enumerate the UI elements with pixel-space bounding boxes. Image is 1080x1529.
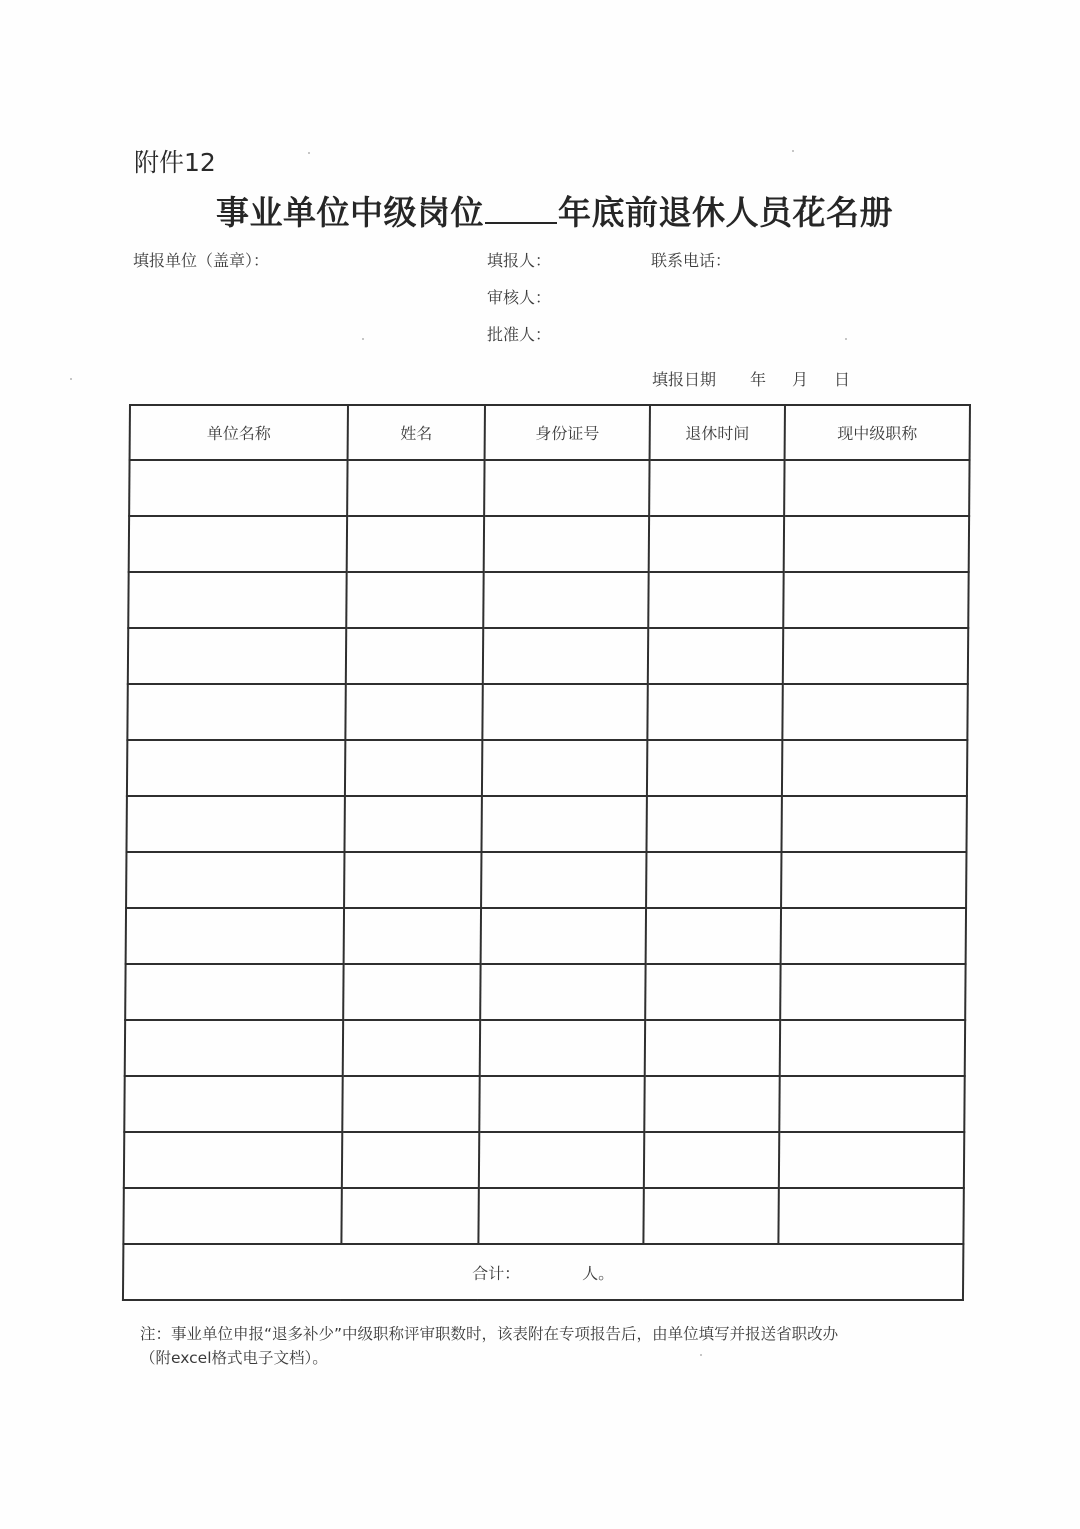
cell-id-number[interactable]	[483, 572, 648, 628]
fill-date-line	[652, 367, 850, 390]
cell-current-title[interactable]	[779, 1076, 964, 1132]
fill-date-label: 填报日期	[652, 370, 717, 389]
cell-current-title[interactable]	[781, 852, 966, 908]
cell-retirement-date[interactable]	[646, 852, 781, 908]
cell-unit-name[interactable]	[129, 516, 347, 572]
total-unit: 人。	[582, 1263, 615, 1283]
cell-id-number[interactable]	[479, 1076, 644, 1132]
total-row	[123, 1244, 963, 1300]
cell-name[interactable]	[343, 964, 480, 1020]
cell-id-number[interactable]	[480, 1020, 645, 1076]
cell-unit-name[interactable]	[128, 572, 346, 628]
date-day: 日	[834, 370, 851, 389]
cell-retirement-date[interactable]	[644, 1132, 779, 1188]
table-row	[129, 516, 969, 572]
cell-id-number[interactable]	[481, 852, 646, 908]
table-row	[125, 1020, 965, 1076]
cell-unit-name[interactable]	[127, 684, 345, 740]
table-row	[126, 796, 966, 852]
cell-unit-name[interactable]	[125, 964, 343, 1020]
table-row	[123, 1188, 963, 1244]
total-label: 合计：	[472, 1263, 521, 1283]
column-header-name: 姓名	[348, 405, 485, 460]
cell-retirement-date[interactable]	[645, 964, 780, 1020]
table-row	[126, 852, 966, 908]
footnote	[140, 1322, 980, 1370]
cell-current-title[interactable]	[781, 796, 966, 852]
scan-speck	[308, 152, 310, 154]
filler-label: 填报人：	[487, 251, 552, 270]
date-month: 月	[792, 370, 809, 389]
cell-name[interactable]	[344, 908, 481, 964]
footnote-line-1: 注：事业单位申报“退多补少”中级职称评审职数时，该表附在专项报告后，由单位填写并报送省职改办	[140, 1325, 839, 1343]
cell-unit-name[interactable]	[123, 1188, 341, 1244]
cell-current-title[interactable]	[783, 628, 968, 684]
cell-current-title[interactable]	[778, 1188, 963, 1244]
cell-id-number[interactable]	[478, 1188, 643, 1244]
cell-name[interactable]	[342, 1076, 479, 1132]
cell-unit-name[interactable]	[128, 628, 346, 684]
column-header-retirement-date: 退休时间	[650, 405, 785, 460]
cell-id-number[interactable]	[482, 740, 647, 796]
approver-label: 批准人：	[487, 325, 552, 344]
cell-name[interactable]	[345, 684, 482, 740]
cell-retirement-date[interactable]	[648, 572, 783, 628]
total-cell	[123, 1244, 963, 1300]
cell-unit-name[interactable]	[126, 908, 344, 964]
cell-current-title[interactable]	[782, 684, 967, 740]
cell-current-title[interactable]	[779, 1132, 964, 1188]
footnote-line-2: （附excel格式电子文档）。	[140, 1349, 328, 1367]
table-row	[124, 1132, 964, 1188]
table-row	[124, 1076, 964, 1132]
table-header-row	[130, 405, 970, 460]
cell-current-title[interactable]	[780, 1020, 965, 1076]
table-row	[129, 460, 969, 516]
title-year-blank[interactable]	[485, 192, 557, 224]
unit-label: 填报单位（盖章）：	[133, 251, 270, 270]
cell-id-number[interactable]	[484, 460, 649, 516]
title-prefix: 事业单位中级岗位	[216, 193, 484, 232]
cell-current-title[interactable]	[781, 908, 966, 964]
cell-current-title[interactable]	[784, 460, 969, 516]
retiree-roster-table	[122, 404, 971, 1301]
cell-name[interactable]	[347, 516, 484, 572]
cell-retirement-date[interactable]	[649, 516, 784, 572]
table-row	[126, 908, 966, 964]
reviewer-label: 审核人：	[487, 288, 552, 307]
cell-id-number[interactable]	[482, 684, 647, 740]
cell-unit-name[interactable]	[126, 852, 344, 908]
cell-unit-name[interactable]	[124, 1132, 342, 1188]
cell-unit-name[interactable]	[125, 1020, 343, 1076]
cell-retirement-date[interactable]	[643, 1188, 778, 1244]
cell-name[interactable]	[346, 628, 483, 684]
cell-name[interactable]	[343, 1020, 480, 1076]
scan-speck	[70, 378, 72, 380]
cell-id-number[interactable]	[484, 516, 649, 572]
cell-current-title[interactable]	[784, 516, 969, 572]
table-row	[128, 572, 968, 628]
cell-id-number[interactable]	[479, 1132, 644, 1188]
date-year: 年	[750, 370, 767, 389]
cell-retirement-date[interactable]	[644, 1076, 779, 1132]
cell-id-number[interactable]	[480, 964, 645, 1020]
cell-name[interactable]	[345, 740, 482, 796]
cell-id-number[interactable]	[481, 908, 646, 964]
title-suffix: 年底前退休人员花名册	[558, 193, 893, 232]
cell-name[interactable]	[346, 572, 483, 628]
table-row	[127, 684, 967, 740]
cell-current-title[interactable]	[782, 740, 967, 796]
column-header-id-number: 身份证号	[485, 405, 650, 460]
column-header-current-title: 现中级职称	[785, 405, 970, 460]
table-row	[128, 628, 968, 684]
cell-retirement-date[interactable]	[649, 460, 784, 516]
cell-unit-name[interactable]	[129, 460, 347, 516]
cell-unit-name[interactable]	[124, 1076, 342, 1132]
scan-speck	[792, 150, 794, 152]
cell-retirement-date[interactable]	[647, 684, 782, 740]
cell-retirement-date[interactable]	[646, 908, 781, 964]
cell-name[interactable]	[344, 852, 481, 908]
cell-unit-name[interactable]	[126, 796, 344, 852]
table-row	[127, 740, 967, 796]
cell-unit-name[interactable]	[127, 740, 345, 796]
attachment-label: 附件12	[134, 148, 216, 177]
cell-retirement-date[interactable]	[645, 1020, 780, 1076]
cell-retirement-date[interactable]	[648, 628, 783, 684]
scan-speck	[362, 338, 364, 340]
phone-label: 联系电话：	[651, 251, 732, 270]
cell-current-title[interactable]	[783, 572, 968, 628]
table-row	[125, 964, 965, 1020]
scan-speck	[845, 338, 847, 340]
cell-name[interactable]	[342, 1132, 479, 1188]
cell-retirement-date[interactable]	[647, 740, 782, 796]
cell-name[interactable]	[347, 460, 484, 516]
table-body	[123, 460, 970, 1300]
cell-name[interactable]	[344, 796, 481, 852]
column-header-unit-name: 单位名称	[130, 405, 348, 460]
cell-id-number[interactable]	[483, 628, 648, 684]
cell-id-number[interactable]	[481, 796, 646, 852]
cell-name[interactable]	[341, 1188, 478, 1244]
document-title	[216, 187, 893, 234]
cell-retirement-date[interactable]	[646, 796, 781, 852]
scan-speck	[700, 1354, 702, 1356]
cell-current-title[interactable]	[780, 964, 965, 1020]
